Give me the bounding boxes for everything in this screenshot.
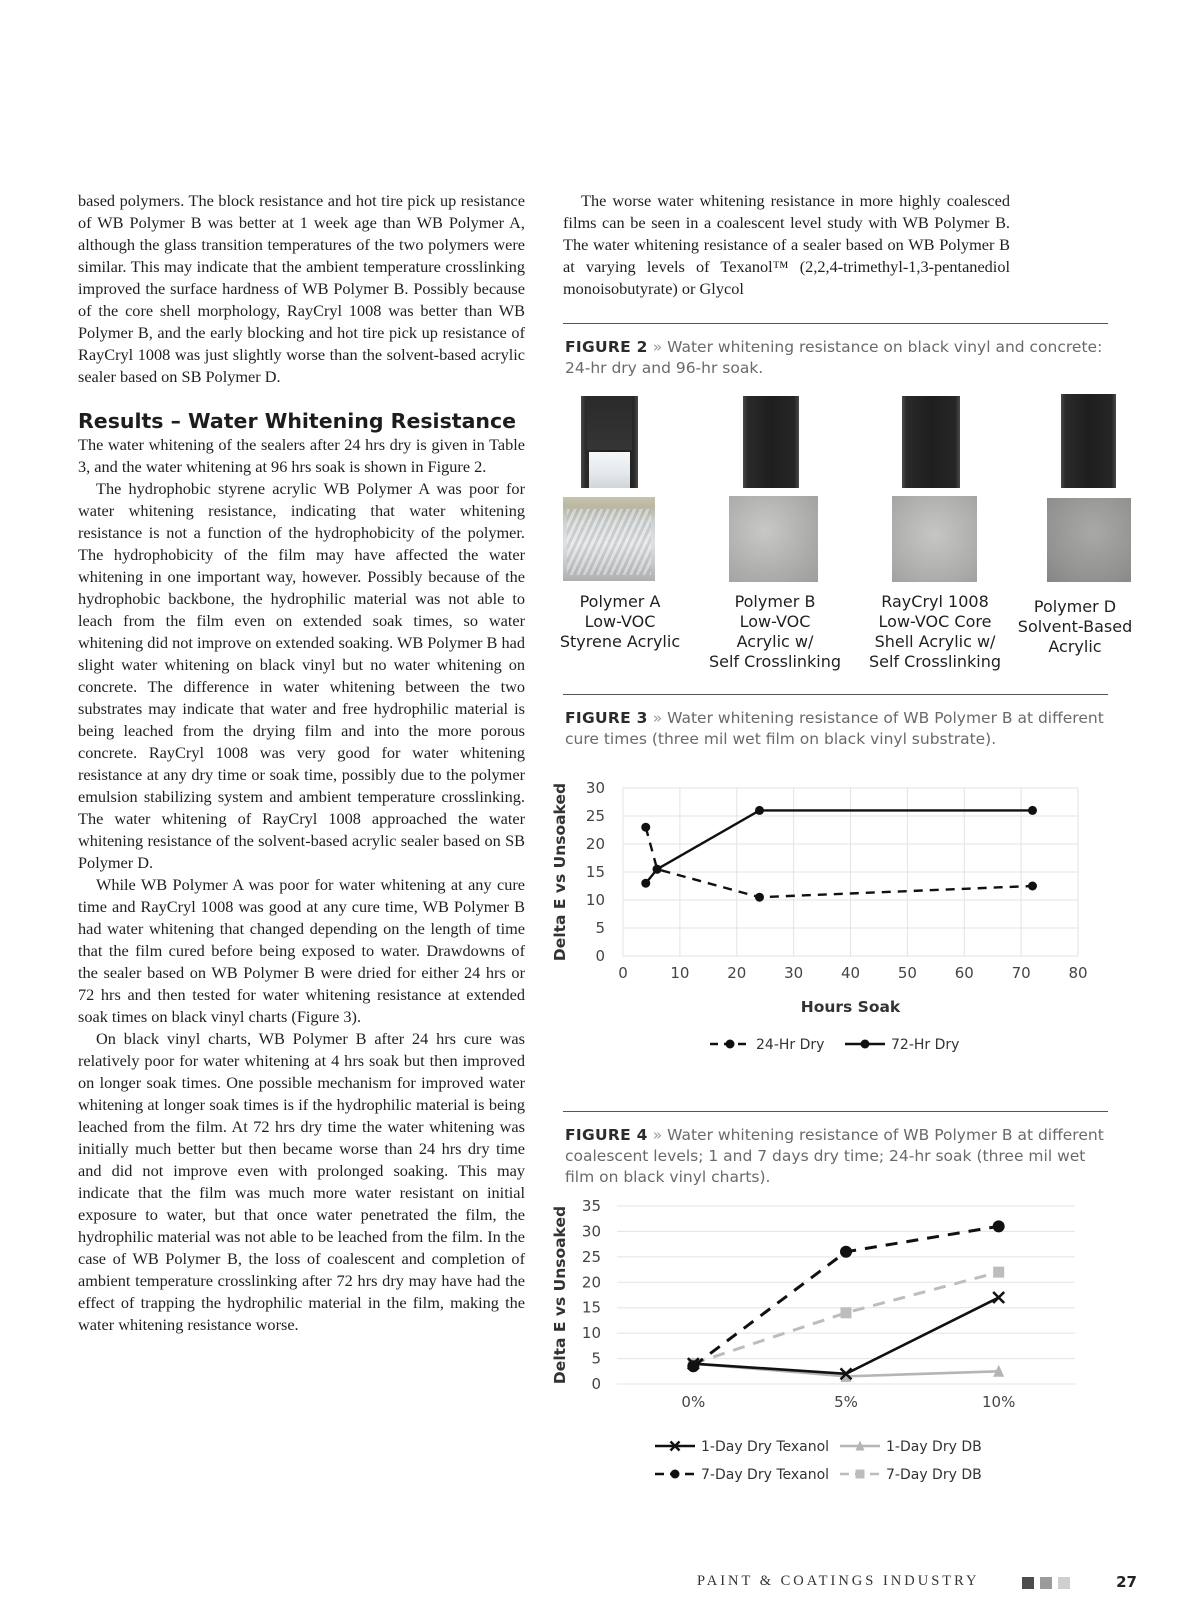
- sample-label: Polymer D Solvent-Based Acrylic: [1017, 597, 1133, 656]
- y-tick-label: 20: [585, 835, 605, 853]
- sample-label: Polymer B Low-VOC Acrylic w/ Self Crosslinking: [708, 592, 842, 671]
- y-tick-label: 5: [595, 919, 605, 937]
- paragraph: While WB Polymer A was poor for water whitening at any cure time and RayCryl 1008 was good at any cure time, WB Polymer B had water whitening that changed depending on the length of time that the film cured before being exposed to water. Drawdowns of the sealer based on WB Polymer B were dried for either 24 hrs or 72 hrs and then tested for water whitening resistance at extended soak times on black vinyl charts (Figure 3).: [78, 875, 525, 1026]
- y-tick-label: 10: [581, 1324, 601, 1343]
- caption-text: Water whitening resistance on black vinyl and concrete: 24-hr dry and 96-hr soak.: [565, 338, 1103, 377]
- y-tick-label: 0: [595, 947, 605, 965]
- footer-square-icon: [1058, 1577, 1070, 1589]
- data-point: [993, 1292, 1004, 1303]
- y-tick-label: 25: [581, 1247, 601, 1266]
- figure-divider: [563, 323, 1108, 324]
- x-tick-label: 30: [784, 964, 804, 982]
- y-axis-title: Delta E vs Unsoaked: [551, 782, 569, 962]
- left-column: [78, 190, 525, 1336]
- paragraph: based polymers. The block resistance and hot tire pick up resistance of WB Polymer B was better at 1 week age than WB Polymer A, although the glass transition temperatures of the two polymers were similar. This may indicate that the ambient temperature crosslinking improved the surface hardness of WB Polymer B. Possibly because of the core shell morphology, RayCryl 1008 was better than WB Polymer B, and the early blocking and hot tire pick up resistance of RayCryl 1008 was just slightly worse than the solvent-based acrylic sealer based on SB Polymer D.: [78, 191, 525, 386]
- paragraph: The hydrophobic styrene acrylic WB Polymer A was poor for water whitening resistance, indicating that water whitening resistance is not a function of the hydrophobicity of the polymer. The hydrophobicity of the film may have affected the water whitening in one important way, however. Possibly because of the hydrophobic backbone, the hydrophilic material was not able to leach from the film even on extended soak times, so water whitening did not improve on extended soaking. WB Polymer B had slight water whitening on black vinyl but no water whitening on concrete. The difference in water whitening between the two substrates may indicate that water and free hydrophilic material is being leached from the drying film and into the more porous concrete. RayCryl 1008 was very good for water whitening resistance at any dry time or soak time, possibly due to the polymer emulsion stabilizing system and ambient temperature crosslinking. The water whitening of RayCryl 1008 approached the water whitening resistance of the solvent-based acrylic sealer based on SB Polymer D.: [78, 479, 525, 872]
- sample-label: Polymer A Low-VOC Styrene Acrylic: [559, 592, 681, 651]
- y-tick-label: 10: [585, 891, 605, 909]
- figure-divider: [563, 1111, 1108, 1112]
- figure4-line-chart: [551, 1190, 1125, 1530]
- data-point: [653, 865, 662, 874]
- x-tick-label: 0: [618, 964, 628, 982]
- data-point: [755, 806, 764, 815]
- vinyl-sample-photo: [743, 396, 799, 488]
- x-tick-label: 50: [897, 964, 917, 982]
- data-point: [641, 879, 650, 888]
- sample-label: RayCryl 1008 Low-VOC Core Shell Acrylic w/ Self Crosslinking: [868, 592, 1002, 671]
- chevron-right-icon: »: [652, 1126, 663, 1144]
- figure2-caption: [565, 337, 1110, 379]
- vinyl-sample-photo: [902, 396, 960, 488]
- chevron-right-icon: »: [652, 709, 663, 727]
- legend-label: 72-Hr Dry: [891, 1037, 960, 1053]
- y-tick-label: 35: [581, 1197, 601, 1215]
- concrete-sample-photo: [729, 496, 818, 582]
- caption-text: Water whitening resistance of WB Polymer B at different cure times (three mil wet film on black vinyl substrate).: [565, 709, 1104, 748]
- concrete-sample-photo: [563, 497, 655, 581]
- data-point: [1028, 806, 1037, 815]
- figure-number: FIGURE 3: [565, 709, 648, 727]
- data-point: [993, 1220, 1005, 1232]
- y-tick-label: 30: [585, 779, 605, 797]
- legend-label: 1-Day Dry DB: [886, 1439, 982, 1455]
- paragraph: The worse water whitening resistance in more highly coalesced films can be seen in a coalescent level study with WB Polymer B. The water whitening resistance of a sealer based on WB Polymer B at varying levels of Texanol™ (2,2,4-trimethyl-1,3-pentanediol monoisobutyrate) or Glycol: [563, 191, 1010, 298]
- figure-number: FIGURE 2: [565, 338, 648, 356]
- y-tick-label: 0: [591, 1375, 601, 1393]
- y-axis-title: Delta E vs Unsoaked: [551, 1205, 569, 1385]
- legend-label: 7-Day Dry DB: [886, 1467, 982, 1483]
- data-point: [840, 1246, 852, 1258]
- caption-text: Water whitening resistance of WB Polymer B at different coalescent levels; 1 and 7 days dry time; 24-hr soak (three mil wet film on black vinyl charts).: [565, 1126, 1104, 1186]
- legend-label: 7-Day Dry Texanol: [701, 1467, 830, 1483]
- x-tick-label: 70: [1011, 964, 1031, 982]
- figure3-caption: [565, 708, 1110, 750]
- x-tick-label: 10%: [981, 1393, 1016, 1411]
- x-tick-label: 60: [954, 964, 974, 982]
- x-tick-label: 40: [840, 964, 861, 982]
- paragraph: The water whitening of the sealers after 24 hrs dry is given in Table 3, and the water whitening at 96 hrs soak is shown in Figure 2.: [78, 435, 525, 476]
- x-tick-label: 0%: [681, 1393, 706, 1411]
- right-column-text: [563, 190, 1010, 300]
- y-tick-label: 25: [585, 807, 605, 825]
- footer-square-icon: [1040, 1577, 1052, 1589]
- figure-number: FIGURE 4: [565, 1126, 648, 1144]
- series-line: [646, 827, 1033, 897]
- data-point: [687, 1360, 699, 1372]
- vinyl-sample-photo: [1061, 394, 1116, 488]
- page-footer: [697, 1573, 1137, 1595]
- data-point: [841, 1307, 852, 1318]
- legend-label: 24-Hr Dry: [756, 1037, 825, 1053]
- data-point: [1028, 882, 1037, 891]
- concrete-sample-photo: [1047, 498, 1131, 582]
- data-point: [993, 1267, 1004, 1278]
- data-point: [755, 893, 764, 902]
- figure4-caption: [565, 1125, 1110, 1188]
- figure-divider: [563, 694, 1108, 695]
- chevron-right-icon: »: [652, 338, 663, 356]
- data-point: [671, 1470, 680, 1479]
- y-tick-label: 5: [591, 1349, 601, 1368]
- x-tick-label: 10: [670, 964, 690, 982]
- publication-name: PAINT & COATINGS INDUSTRY: [697, 1573, 980, 1589]
- x-axis-title: Hours Soak: [800, 998, 901, 1016]
- y-tick-label: 15: [581, 1298, 601, 1317]
- paragraph: On black vinyl charts, WB Polymer B after 24 hrs cure was relatively poor for water whitening at 4 hrs soak but then improved on longer soak times. One possible mechanism for improved water whitening at longer soak times is if the hydrophilic material is being leached from the film. At 72 hrs dry time the water whitening was initially much better but then became worse than 24 hrs dry time and did not improve even with prolonged soaking. This may indicate that the film was much more water resistant on initial exposure to water, but that once water penetrated the film, the hydrophilic material was not able to be leached from the film. In the case of WB Polymer B, the loss of coalescent and completion of ambient temperature crosslinking after 72 hrs dry may have had the effect of trapping the hydrophilic material in the film, making the water whitening resistance worse.: [78, 1029, 525, 1334]
- data-point: [861, 1040, 870, 1049]
- legend-label: 1-Day Dry Texanol: [701, 1439, 830, 1455]
- x-tick-label: 20: [727, 964, 747, 982]
- data-point: [856, 1470, 865, 1479]
- section-heading: Results – Water Whitening Resistance: [78, 409, 517, 433]
- y-tick-label: 20: [581, 1273, 601, 1292]
- data-point: [726, 1040, 735, 1049]
- y-tick-label: 30: [581, 1222, 601, 1241]
- footer-square-icon: [1022, 1577, 1034, 1589]
- x-tick-label: 5%: [834, 1393, 858, 1411]
- figure3-line-chart: [551, 760, 1125, 1090]
- data-point: [641, 823, 650, 832]
- y-tick-label: 15: [585, 863, 605, 881]
- page-number: 27: [1116, 1573, 1137, 1591]
- concrete-sample-photo: [892, 496, 977, 582]
- x-tick-label: 80: [1068, 964, 1088, 982]
- vinyl-sample-photo: [581, 396, 638, 488]
